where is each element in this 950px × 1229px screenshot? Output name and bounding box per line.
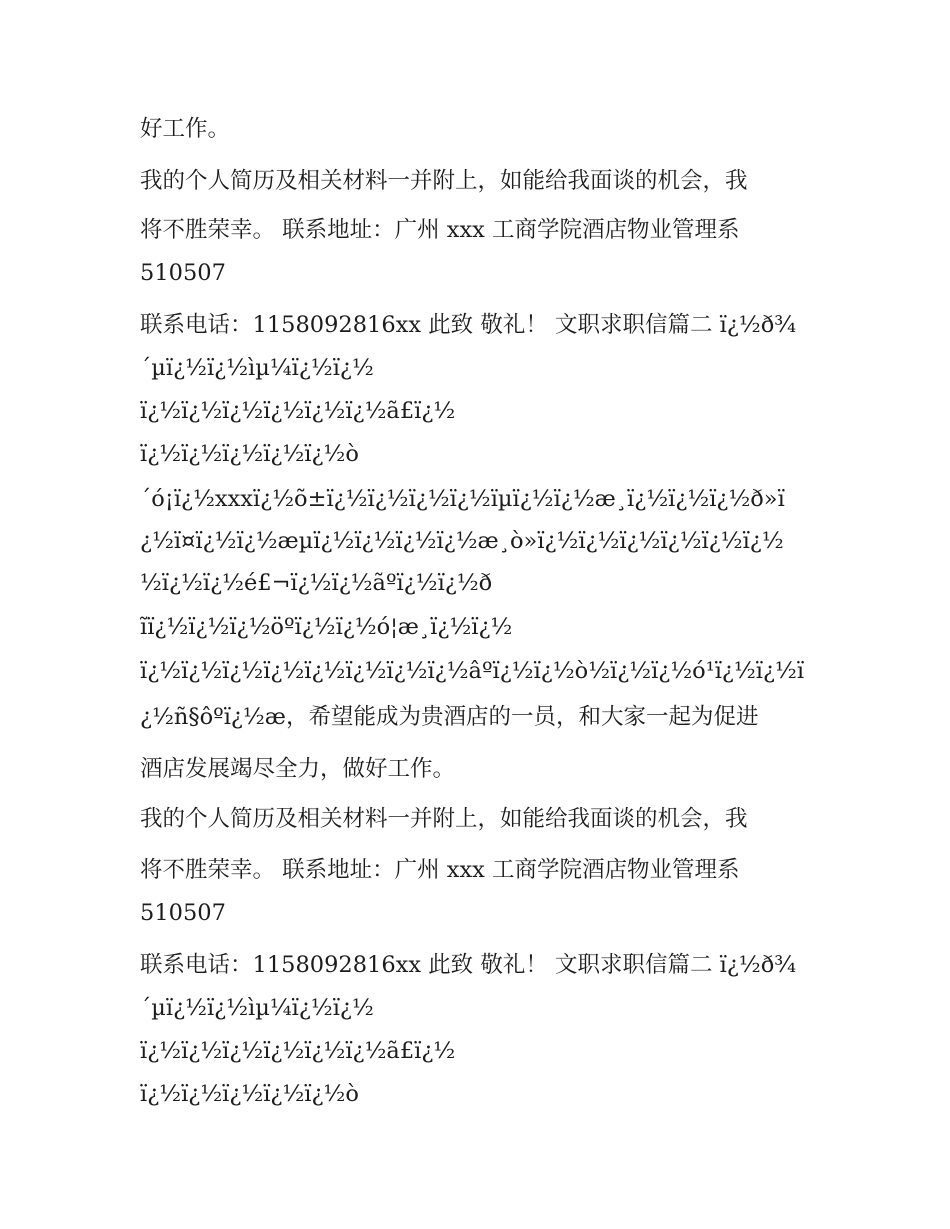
text-line: ĩï¿½ï¿½ï¿½öºï¿½ï¿½ó¦æ¸ï¿½ï¿½: [140, 614, 513, 640]
text-line: 联系电话：1158092816xx 此致 敬礼！ 文职求职信篇二 ï¿½ð¾: [140, 952, 797, 978]
text-line: ½ï¿½ï¿½é£¬ï¿½ï¿½ãºï¿½ï¿½ð: [140, 570, 493, 596]
text-line: ï¿½ï¿½ï¿½ï¿½ï¿½ò: [140, 1081, 359, 1107]
text-line: 联系电话：1158092816xx 此致 敬礼！ 文职求职信篇二 ï¿½ð¾: [140, 312, 797, 338]
text-line: ï¿½ï¿½ï¿½ï¿½ï¿½ò: [140, 441, 359, 467]
text-line: ¿½ï¤ï¿½ï¿½æµï¿½ï¿½ï¿½ï¿½æ¸ò»ï¿½ï¿½ï¿½ï¿½ï¿½ï¿½: [140, 528, 784, 554]
text-line: 我的个人简历及相关材料一并附上，如能给我面谈的机会，我: [140, 168, 748, 194]
text-line: ´ó¡ï¿½xxxï¿½õ±ï¿½ï¿½ï¿½ï¿½ïµï¿½ï¿½æ¸ï¿½ï¿½ï¿½ð»ï: [140, 486, 785, 512]
text-line: ¿½ñ§ôºï¿½æ，希望能成为贵酒店的一员，和大家一起为促进: [140, 704, 759, 730]
text-line: 我的个人简历及相关材料一并附上，如能给我面谈的机会，我: [140, 806, 748, 832]
text-line: 酒店发展竭尽全力，做好工作。: [140, 756, 456, 782]
text-line: 510507: [140, 260, 226, 286]
text-line: 将不胜荣幸。 联系地址：广州 xxx 工商学院酒店物业管理系: [140, 857, 740, 883]
text-line: 好工作。: [140, 116, 231, 142]
text-line: 510507: [140, 900, 226, 926]
text-line: ï¿½ï¿½ï¿½ï¿½ï¿½ï¿½ï¿½ï¿½âºï¿½ï¿½ò½ï¿½ï¿½ó¹ï¿½ï¿½ï: [140, 658, 805, 684]
text-line: ´µï¿½ï¿½ìµ¼ï¿½ï¿½: [140, 355, 374, 381]
text-line: ´µï¿½ï¿½ìµ¼ï¿½ï¿½: [140, 995, 374, 1021]
text-line: ï¿½ï¿½ï¿½ï¿½ï¿½ï¿½ã£ï¿½: [140, 1038, 456, 1064]
text-line: 将不胜荣幸。 联系地址：广州 xxx 工商学院酒店物业管理系: [140, 217, 740, 243]
text-line: ï¿½ï¿½ï¿½ï¿½ï¿½ï¿½ã£ï¿½: [140, 398, 456, 424]
